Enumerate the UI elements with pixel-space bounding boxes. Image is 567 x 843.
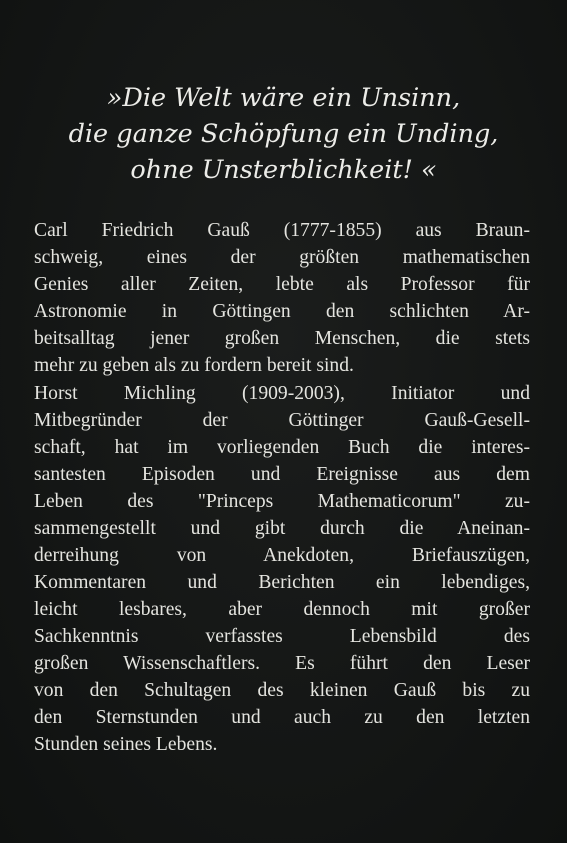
paragraph-line: Leben des "Princeps Mathematicorum" zu-: [34, 491, 530, 512]
epigraph-quote: [0, 80, 567, 188]
paragraph-line: schweig, eines der größten mathematischen: [34, 247, 530, 268]
paragraph-line: Stunden seines Lebens.: [34, 734, 218, 755]
paragraph-line: sammengestellt und gibt durch die Aneinan-: [34, 518, 530, 539]
paragraph-line: Kommentaren und Berichten ein lebendiges,: [34, 572, 530, 593]
paragraph-line: Sachkenntnis verfasstes Lebensbild des: [34, 626, 530, 647]
paragraph-line: beitsalltag jener großen Menschen, die stets: [34, 328, 530, 349]
quote-line: ohne Unsterblichkeit! «: [130, 155, 437, 185]
paragraph-line: santesten Episoden und Ereignisse aus dem: [34, 464, 530, 485]
paragraph-line: Horst Michling (1909-2003), Initiator und: [34, 383, 530, 404]
paragraph-line: Genies aller Zeiten, lebte als Professor für: [34, 274, 530, 295]
quote-line: »Die Welt wäre ein Unsinn,: [106, 83, 461, 113]
paragraph-line: Astronomie in Göttingen den schlichten Ar-: [34, 301, 530, 322]
paragraph-line: Mitbegründer der Göttinger Gauß-Gesell-: [34, 410, 530, 431]
blurb-paragraph-author: [34, 380, 530, 758]
paragraph-line: schaft, hat im vorliegenden Buch die interes-: [34, 437, 530, 458]
paragraph-line: Carl Friedrich Gauß (1777-1855) aus Braun-: [34, 220, 530, 241]
paragraph-line: den Sternstunden und auch zu den letzten: [34, 707, 530, 728]
paragraph-line: derreihung von Anekdoten, Briefauszügen,: [34, 545, 530, 566]
blurb-paragraph-gauss: [34, 217, 530, 379]
paragraph-line: großen Wissenschaftlers. Es führt den Leser: [34, 653, 530, 674]
quote-line: die ganze Schöpfung ein Unding,: [68, 119, 499, 149]
paragraph-line: von den Schultagen des kleinen Gauß bis zu: [34, 680, 530, 701]
paragraph-line: mehr zu geben als zu fordern bereit sind.: [34, 355, 354, 376]
paragraph-line: leicht lesbares, aber dennoch mit großer: [34, 599, 530, 620]
